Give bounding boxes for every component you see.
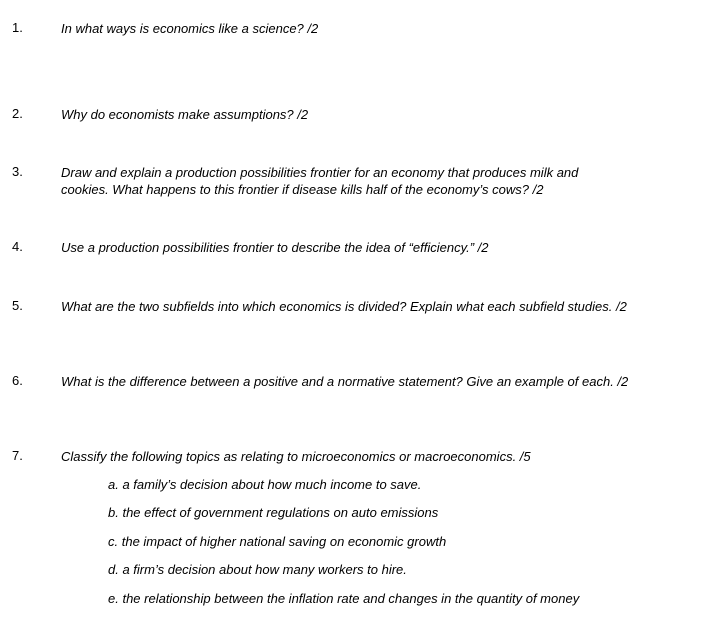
subitem-d: d. a firm’s decision about how many workers to hire.: [108, 562, 407, 577]
question-number: 3.: [12, 164, 23, 179]
question-number: 2.: [12, 106, 23, 121]
question-number: 7.: [12, 448, 23, 463]
question-text: What is the difference between a positive and a normative statement? Give an example of each. /2: [61, 374, 629, 389]
question-number: 4.: [12, 239, 23, 254]
question-number: 5.: [12, 298, 23, 313]
question-number: 6.: [12, 373, 23, 388]
subitem-c: c. the impact of higher national saving on economic growth: [108, 534, 447, 549]
subitem-b: b. the effect of government regulations on auto emissions: [108, 505, 439, 520]
question-text: Why do economists make assumptions? /2: [61, 107, 309, 122]
question-number: 1.: [12, 20, 23, 35]
subitem-e: e. the relationship between the inflation rate and changes in the quantity of money: [108, 591, 580, 606]
subitem-a: a. a family’s decision about how much income to save.: [108, 477, 422, 492]
question-text: What are the two subfields into which economics is divided? Explain what each subfield studies. /2: [61, 299, 627, 314]
question-text: In what ways is economics like a science? /2: [61, 21, 319, 36]
question-text: Use a production possibilities frontier to describe the idea of “efficiency.” /2: [61, 240, 489, 255]
question-text: Classify the following topics as relating to microeconomics or macroeconomics. /5: [61, 449, 531, 464]
question-text: Draw and explain a production possibilities frontier for an economy that produces milk and cookies. What happens to this frontier if disease kills half of the economy’s cows? /2: [61, 165, 579, 197]
